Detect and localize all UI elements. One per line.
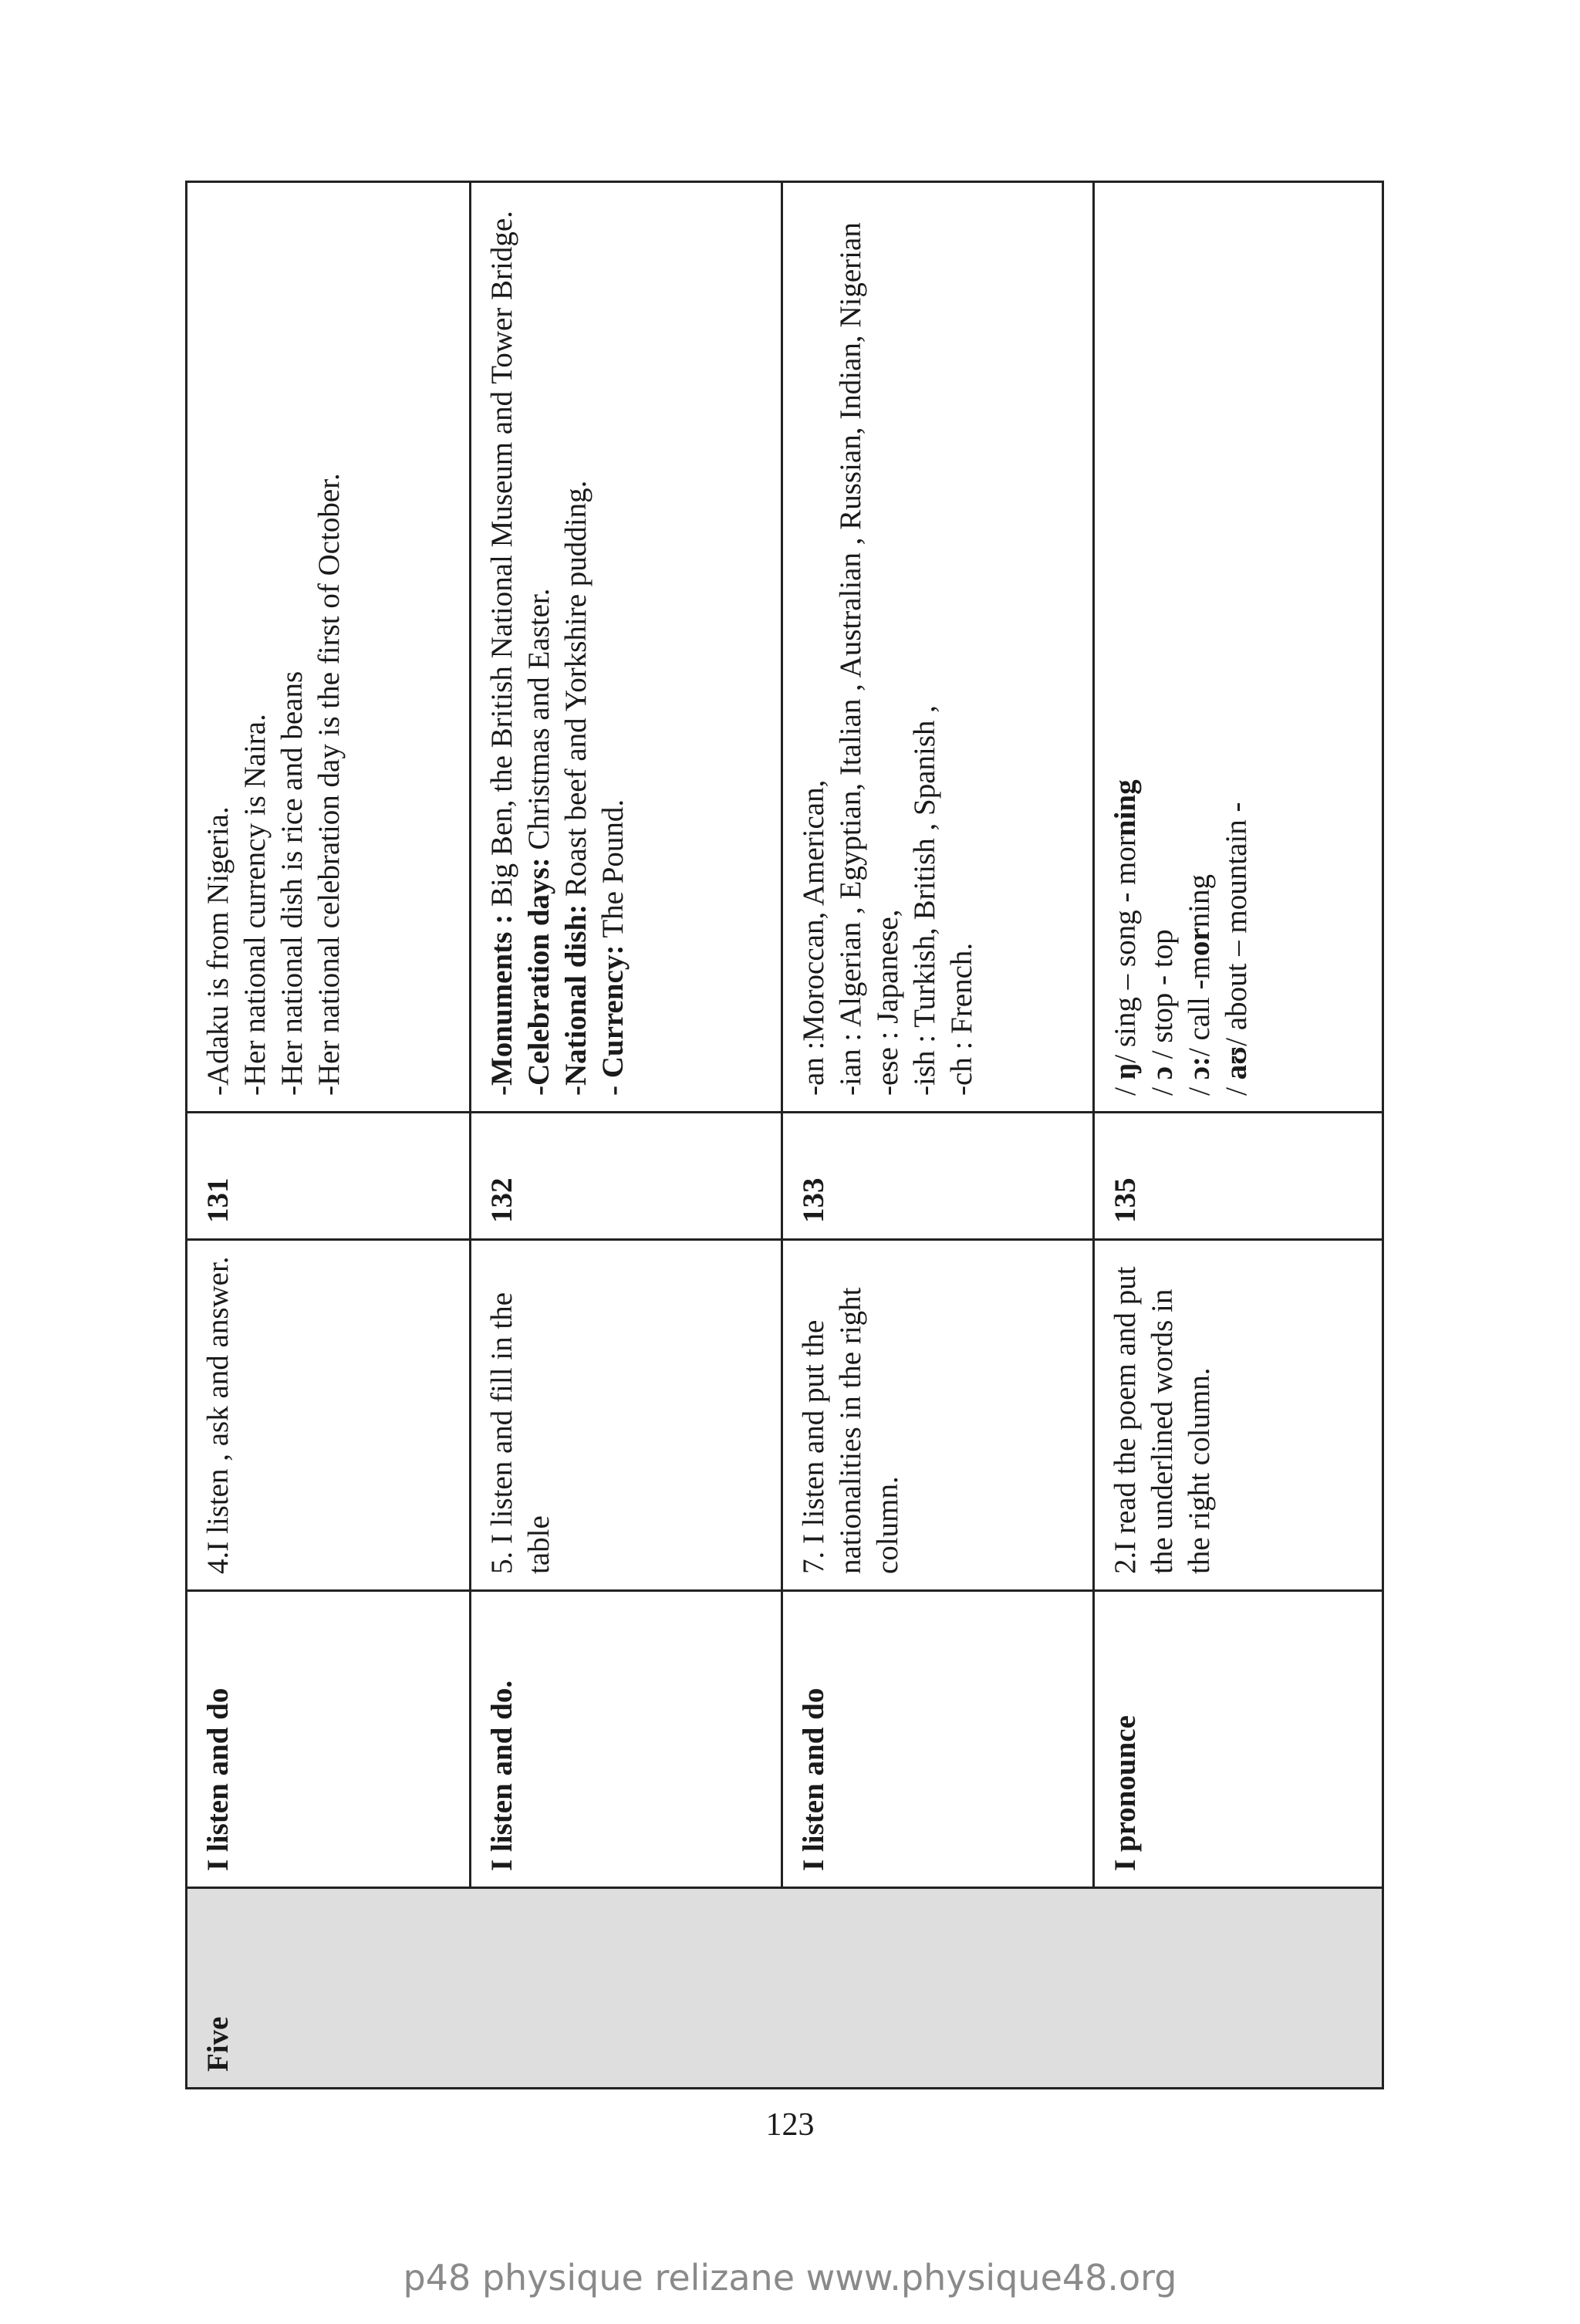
answer-cell — [471, 182, 782, 1113]
task-text: 2.I read the poem and put the underlined words in the right column. — [1109, 1266, 1216, 1574]
slash: / — [1146, 1079, 1179, 1096]
section-label: I listen and do — [201, 1687, 235, 1871]
sound-words-tail: ning — [1183, 873, 1216, 928]
page-ref: 133 — [797, 1177, 830, 1223]
page-ref: 132 — [485, 1177, 518, 1223]
page-cell — [187, 1113, 471, 1240]
task-text: 7. I listen and put the nationalities in the right column. — [797, 1287, 904, 1574]
answer-line: -Adaku is from Nigeria. — [201, 806, 235, 1096]
underlined-part: ning — [1109, 779, 1142, 837]
sound-line — [1107, 198, 1144, 1096]
page-number: 123 — [765, 2107, 815, 2143]
section-label: I pronounce — [1109, 1715, 1142, 1871]
table-row — [187, 182, 471, 2089]
slash: / — [1109, 1079, 1142, 1096]
section-cell — [782, 1591, 1094, 1888]
answer-line: -ish : Turkish, British , Spanish , — [908, 704, 941, 1096]
slash: / — [1183, 1079, 1216, 1096]
answer-cell — [1094, 182, 1383, 1113]
phonetic-symbol: aʊ — [1220, 1045, 1253, 1080]
answer-table — [185, 181, 1384, 2089]
answer-line: -Her national currency is Naira. — [238, 714, 272, 1096]
page-cell — [471, 1113, 782, 1240]
sound-words: / call -m — [1183, 956, 1216, 1057]
sound-line — [1218, 198, 1255, 1096]
celebration-text: Christmas and Easter. — [522, 588, 555, 858]
celebration-label: -Celebration days: — [522, 857, 555, 1096]
answer-cell — [782, 182, 1094, 1113]
rotated-table — [185, 183, 1382, 2089]
table-row — [782, 182, 1094, 2089]
unit-label: Five — [201, 2016, 235, 2072]
task-text: 4.I listen , ask and answer. — [201, 1256, 235, 1574]
table-row — [471, 182, 782, 2089]
currency-line — [595, 198, 632, 1096]
monuments-line — [484, 198, 521, 1096]
sound-words: / about – mountain - — [1220, 802, 1253, 1046]
page-ref: 131 — [201, 1177, 235, 1223]
task-cell — [782, 1240, 1094, 1591]
celebration-line — [521, 198, 558, 1096]
footer-watermark: p48 physique relizane www.physique48.org — [403, 2257, 1177, 2299]
page-cell — [1094, 1113, 1383, 1240]
sound-words: / stop - top — [1146, 929, 1179, 1067]
phonetic-symbol: ɔ: — [1183, 1056, 1216, 1080]
task-text: 5. I listen and fill in the table — [485, 1292, 555, 1574]
answer-line: -ian : Algerian , Egyptian, Italian , Australian , Russian, Indian, Nigerian — [834, 222, 867, 1096]
page-cell — [782, 1113, 1094, 1240]
task-cell — [187, 1240, 471, 1591]
answer-line: -ese : Japanese, — [871, 909, 904, 1096]
task-cell — [471, 1240, 782, 1591]
section-label: I listen and do — [797, 1687, 830, 1871]
unit-cell — [187, 1888, 1383, 2089]
answer-line: -Her national celebration day is the first of October. — [312, 473, 346, 1096]
sound-line — [1181, 198, 1218, 1096]
answer-line: -ch : French. — [945, 942, 978, 1096]
task-cell — [1094, 1240, 1383, 1591]
dish-text: Roast beef and Yorkshire pudding. — [559, 480, 592, 904]
sound-words: / sing – song - mor — [1109, 836, 1142, 1063]
dish-line — [558, 198, 595, 1096]
currency-label: - Currency: — [596, 944, 630, 1096]
dish-label: -National dish: — [559, 904, 592, 1096]
sound-line — [1144, 198, 1181, 1096]
answer-cell — [187, 182, 471, 1113]
currency-text: The Pound. — [596, 799, 630, 945]
answer-line: -an :Moroccan, American, — [797, 779, 830, 1096]
section-cell — [187, 1591, 471, 1888]
section-cell — [471, 1591, 782, 1888]
slash: / — [1220, 1079, 1253, 1096]
section-label: I listen and do. — [485, 1680, 518, 1871]
phonetic-symbol: ŋ — [1109, 1062, 1142, 1080]
monuments-text: Big Ben, the British National Museum and Tower Bridge. — [485, 211, 518, 914]
page-ref: 135 — [1109, 1177, 1142, 1223]
phonetic-symbol: ɔ — [1146, 1066, 1179, 1080]
answer-table-container — [185, 183, 1382, 2089]
table-row — [1094, 182, 1383, 2089]
monuments-label: -Monuments : — [485, 914, 518, 1096]
underlined-part: or — [1183, 927, 1216, 957]
section-cell — [1094, 1591, 1383, 1888]
answer-line: -Her national dish is rice and beans — [275, 671, 309, 1096]
